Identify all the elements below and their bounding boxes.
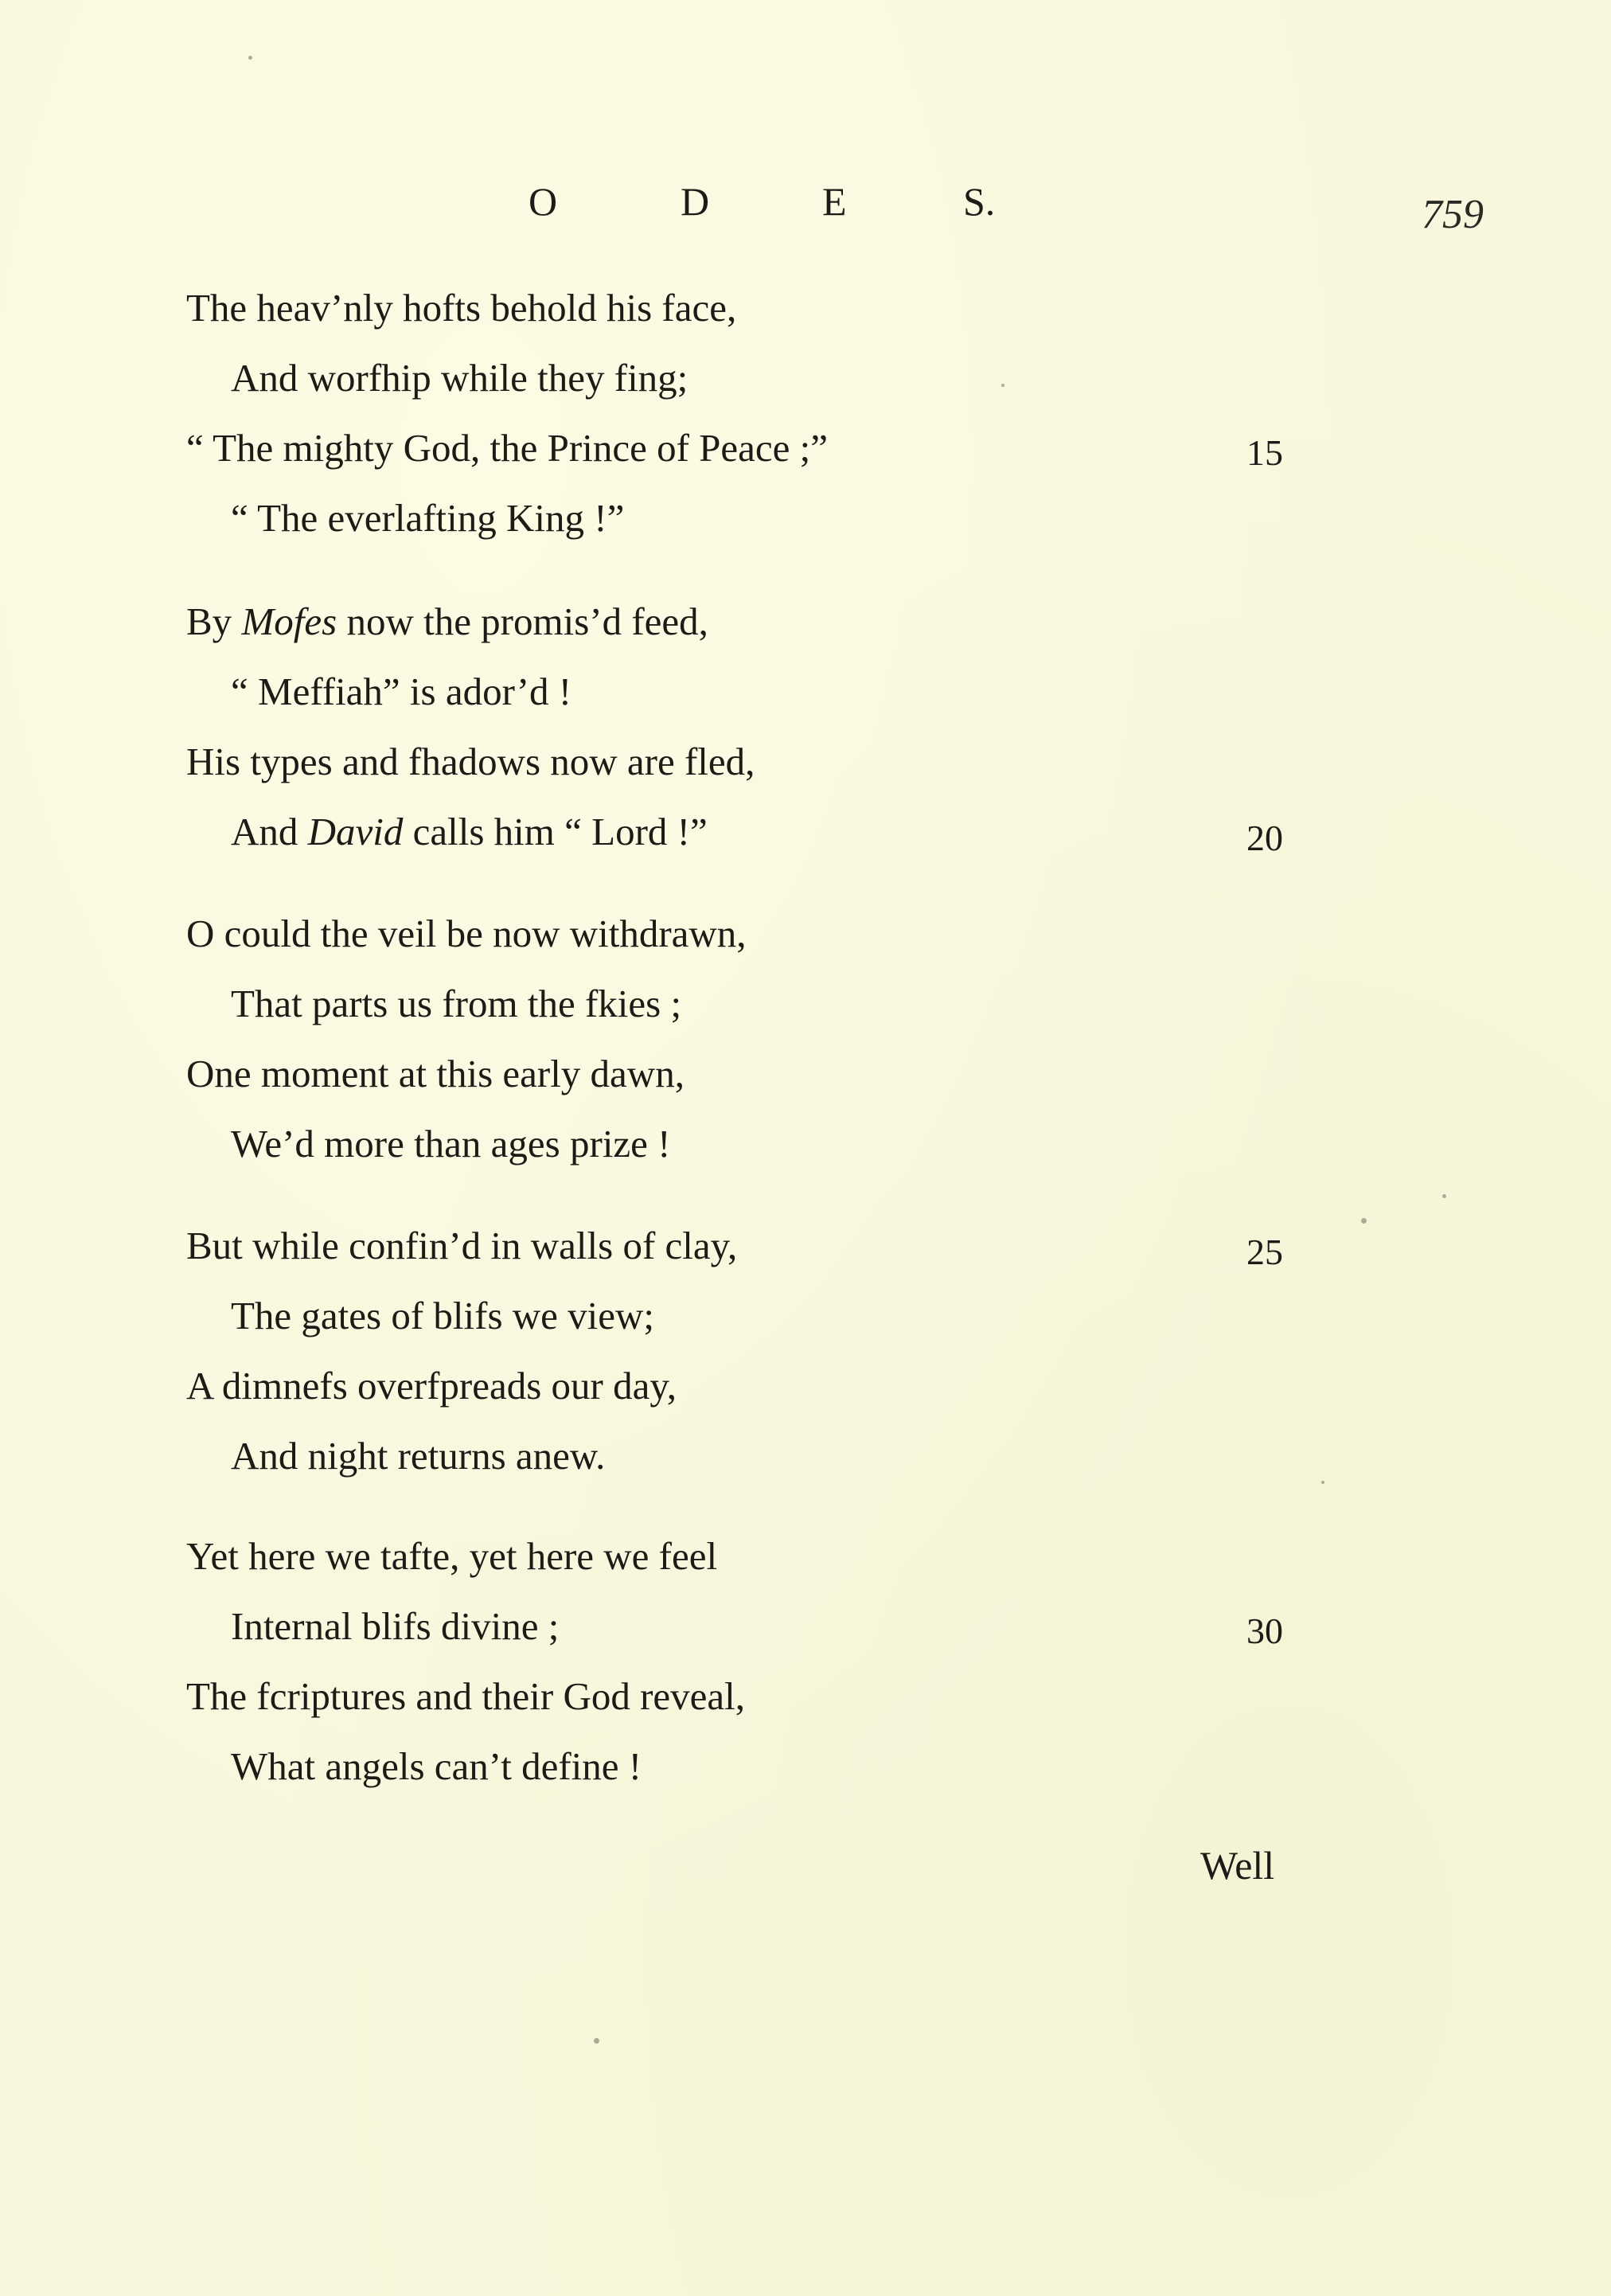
running-head-letter: O	[529, 179, 558, 224]
running-head-letter: S.	[963, 179, 996, 224]
verse-text: calls him “ Lord !”	[403, 810, 708, 853]
catchword: Well	[1200, 1843, 1275, 1888]
verse-line: “ The everlafting King !”	[231, 496, 625, 540]
verse-line: A dimnefs overfpreads our day,	[186, 1364, 677, 1408]
verse-line: But while confin’d in walls of clay,	[186, 1224, 738, 1267]
verse-line: We’d more than ages prize !	[231, 1122, 671, 1166]
verse-text: By	[186, 599, 242, 643]
paper-speck	[248, 56, 252, 60]
verse-line	[186, 599, 708, 643]
running-head-letter: D	[681, 179, 710, 224]
paper-speck	[594, 2038, 599, 2044]
verse-line: O could the veil be now withdrawn,	[186, 912, 747, 955]
verse-line: “ The mighty God, the Prince of Peace ;”	[186, 426, 828, 470]
line-number: 30	[1246, 1611, 1283, 1651]
verse-line: The heav’nly hofts behold his face,	[186, 286, 737, 330]
running-head-letter: E	[822, 179, 847, 224]
verse-line: “ Meffiah” is ador’d !	[231, 670, 572, 713]
verse-line: And worfhip while they fing;	[231, 356, 688, 400]
verse-line: What angels can’t define !	[231, 1744, 642, 1788]
verse-line: And night returns anew.	[231, 1434, 606, 1478]
line-number: 25	[1246, 1232, 1283, 1272]
line-number: 20	[1246, 818, 1283, 858]
verse-text: now the promis’d feed,	[337, 599, 708, 643]
verse-line	[231, 812, 708, 851]
verse-line: Yet here we tafte, yet here we feel	[186, 1534, 718, 1578]
verse-line: The fcriptures and their God reveal,	[186, 1674, 746, 1718]
verse-line: Internal blifs divine ;	[231, 1604, 560, 1648]
verse-line: The gates of blifs we view;	[231, 1294, 655, 1337]
line-number: 15	[1246, 432, 1283, 473]
italic-name: David	[307, 810, 404, 853]
running-head	[0, 0, 1611, 255]
paper-speck	[1361, 1218, 1367, 1224]
page-number: 759	[1422, 192, 1484, 237]
verse-line: One moment at this early dawn,	[186, 1052, 685, 1095]
verse-line: That parts us from the fkies ;	[231, 982, 682, 1025]
verse-text: And	[231, 810, 308, 853]
paper-speck	[1321, 1481, 1324, 1484]
verse-line: His types and fhadows now are fled,	[186, 740, 755, 783]
italic-name: Mofes	[241, 599, 337, 643]
paper-speck	[1442, 1194, 1446, 1198]
paper-speck	[1001, 384, 1004, 387]
